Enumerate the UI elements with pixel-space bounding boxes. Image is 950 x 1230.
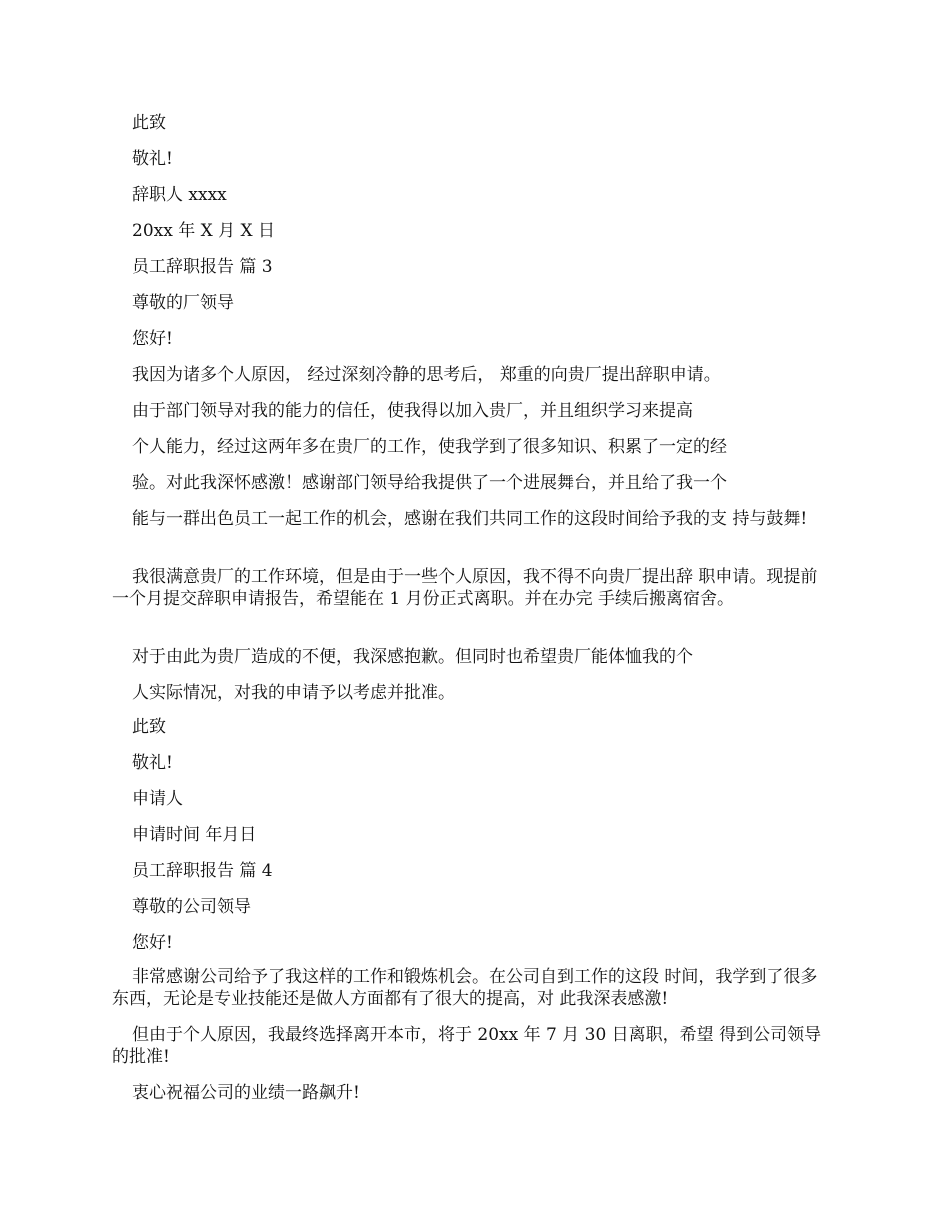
body-paragraph: 能与一群出色员工一起工作的机会，感谢在我们共同工作的这段时间给予我的支 持与鼓舞! [132,509,808,529]
body-paragraph: 衷心祝福公司的业绩一路飙升! [132,1083,360,1103]
signature-line: 申请人 [132,789,183,809]
addressee-line: 尊敬的厂领导 [132,293,234,313]
body-paragraph: 人实际情况，对我的申请予以考虑并批准。 [132,683,455,703]
body-paragraph: 但由于个人原因，我最终选择离开本市，将于 20xx 年 7 月 30 日离职，希望 得到公司领导的批准! [112,1025,822,1067]
body-paragraph: 我很满意贵厂的工作环境，但是由于一些个人原因，我不得不向贵厂提出辞 职申请。现提前一个月提交辞职申请报告，希望能在 1 月份正式离职。并在办完 手续后搬离宿舍。 [112,567,818,609]
salutation-line: 敬礼! [132,149,173,169]
signature-line: 辞职人 xxxx [132,185,227,205]
addressee-line: 尊敬的公司领导 [132,897,251,917]
date-line: 申请时间 年月日 [132,825,257,845]
greeting-line: 您好! [132,933,173,953]
body-paragraph: 非常感谢公司给予了我这样的工作和锻炼机会。在公司自到工作的这段 时间，我学到了很多东西，无论是专业技能还是做人方面都有了很大的提高，对 此我深表感激! [112,967,818,1009]
body-paragraph: 对于由此为贵厂造成的不便，我深感抱歉。但同时也希望贵厂能体恤我的个 [132,647,693,667]
section-heading: 员工辞职报告 篇 4 [132,861,273,881]
body-paragraph: 由于部门领导对我的能力的信任，使我得以加入贵厂，并且组织学习来提高 [132,401,693,421]
body-paragraph: 验。对此我深怀感激！感谢部门领导给我提供了一个进展舞台，并且给了我一个 [132,473,727,493]
date-line: 20xx 年 X 月 X 日 [132,221,276,241]
body-paragraph: 个人能力，经过这两年多在贵厂的工作，使我学到了很多知识、积累了一定的经 [132,437,727,457]
greeting-line: 您好! [132,329,173,349]
body-paragraph: 我因为诸多个人原因， 经过深刻冷静的思考后， 郑重的向贵厂提出辞职申请。 [132,365,721,385]
section-heading: 员工辞职报告 篇 3 [132,257,273,277]
closing-line: 此致 [132,717,166,737]
salutation-line: 敬礼! [132,753,173,773]
closing-line: 此致 [132,113,166,133]
